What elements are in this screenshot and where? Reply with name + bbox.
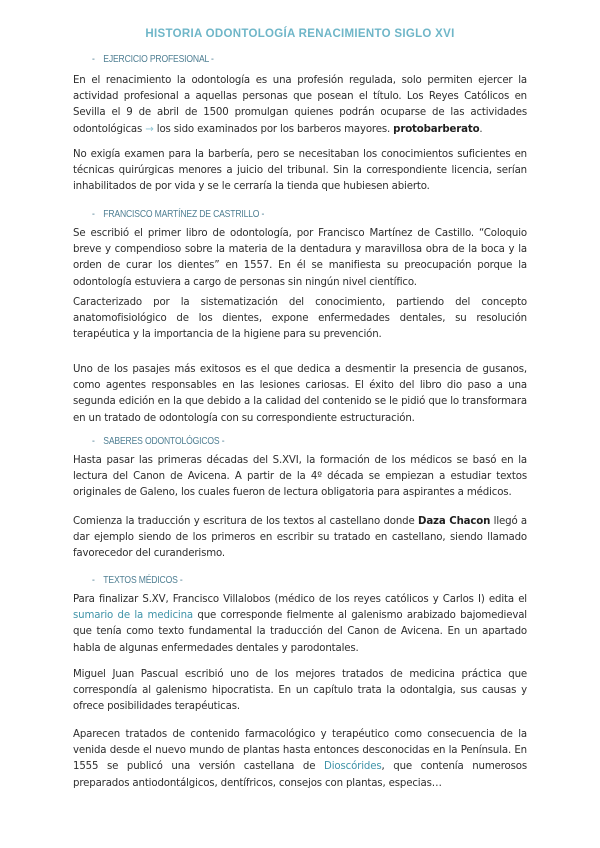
heading-bullet: -	[92, 54, 95, 65]
heading-bullet: -	[92, 436, 95, 447]
section-heading-textos: - TEXTOS MÉDICOS -	[92, 575, 183, 586]
dioscorides-link[interactable]: Dioscórides	[324, 761, 382, 773]
page-title: HISTORIA ODONTOLOGÍA RENACIMIENTO SIGLO XVI	[145, 28, 455, 40]
paragraph: Para finalizar S.XV, Francisco Villalobos (médico de los reyes católicos y Carlos I) edita el sumario de la medicina que corresponde fielmente al galenismo arabizado bajomedieval que tenía como texto fundamental la traducción del Canon de Avicena. En un apartado habla de algunas enfermedades dentales y parodontales.	[73, 594, 527, 654]
sumario-link[interactable]: sumario de la medicina	[73, 610, 193, 622]
arrow-right-icon: →	[145, 123, 154, 135]
paragraph: Hasta pasar las primeras décadas del S.XVI, la formación de los médicos se basó en la lectura del Canon de Avicena. A partir de la 4º década se empiezan a estudiar textos originales de Galeno, los cuales fueron de lectura obligatoria para aspirantes a médicos.	[73, 455, 527, 499]
paragraph: Caracterizado por la sistematización del conocimiento, partiendo del concepto anatomofisiológico de los dientes, expone enfermedades dentales, su resolución terapéutica y la importancia de la higiene para su prevención.	[73, 297, 527, 341]
paragraph: Se escribió el primer libro de odontología, por Francisco Martínez de Castillo. “Coloquio breve y compendioso sobre la materia de la dentadura y maravillosa obra de la boca y la orden de curar los dientes” en 1557. En él se manifiesta su preocupación porque la odontología estuviera a cargo de personas sin ningún nivel científico.	[73, 228, 527, 288]
paragraph: Uno de los pasajes más exitosos es el que dedica a desmentir la presencia de gusanos, como agentes responsables en las lesiones cariosas. El éxito del libro dio paso a una segunda edición en la que debido a la calidad del contenido se le pidió que lo transformara en un tratado de odontología con su correspondiente estructuración.	[73, 364, 527, 424]
paragraph: No exigía examen para la barbería, pero se necesitaban los conocimientos suficientes en técnicas quirúrgicas menores a juicio del tribunal. Sin la correspondiente licencia, serían inhabilitados de por vida y se le cerraría la tienda que hubiesen abierto.	[73, 149, 527, 193]
section-heading-ejercicio: - EJERCICIO PROFESIONAL -	[92, 54, 214, 65]
paragraph: Comienza la traducción y escritura de los textos al castellano donde Daza Chacon llegó a dar ejemplo siendo de los primeros en escribir su tratado en castellano, siendo llamado favorecedor del curanderismo.	[73, 516, 528, 560]
paragraph: En el renacimiento la odontología es una profesión regulada, solo permiten ejercer la actividad profesional a aquellas personas que posean el título. Los Reyes Católicos en Sevilla el 9 de abril de 1500 promulgan quienes podrán ocuparse de las actividades odontológicas → los sido examinados por los barberos mayores. protobarberato.	[73, 75, 527, 135]
heading-bullet: -	[92, 209, 95, 220]
section-heading-saberes: - SABERES ODONTOLÓGICOS -	[92, 436, 225, 447]
paragraph: Aparecen tratados de contenido farmacológico y terapéutico como consecuencia de la venida desde el nuevo mundo de plantas hasta entonces desconocidas en la Península. En 1555 se publicó una versión castellana de Dioscórides, que contenía numerosos preparados antiodontálgicos, dentífricos, consejos con plantas, especias…	[73, 729, 528, 789]
heading-bullet: -	[92, 575, 95, 586]
paragraph: Miguel Juan Pascual escribió uno de los mejores tratados de medicina práctica que correspondía al galenismo hipocratista. En un capítulo trata la odontalgia, sus causas y ofrece posibilidades terapéuticas.	[73, 669, 527, 713]
section-heading-martinez: - FRANCISCO MARTÍNEZ DE CASTRILLO -	[92, 209, 265, 220]
